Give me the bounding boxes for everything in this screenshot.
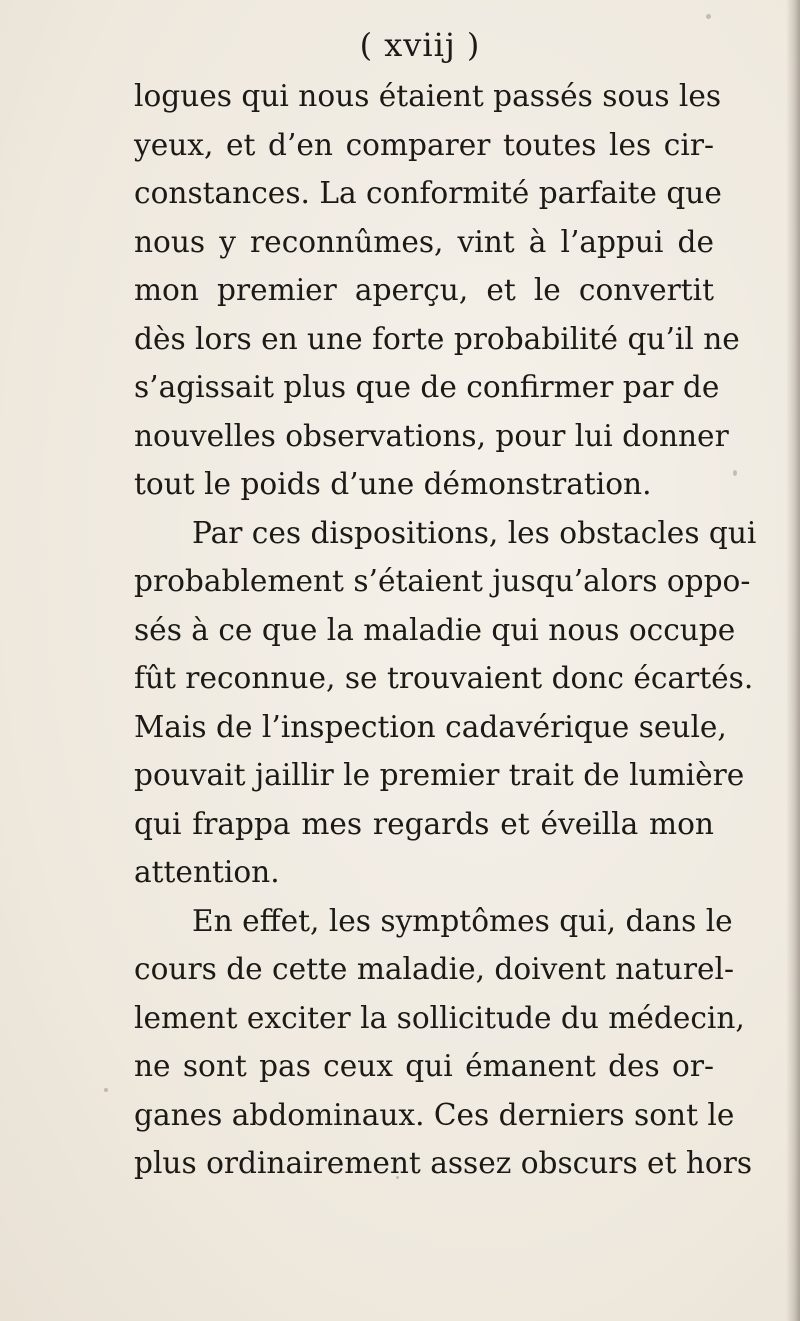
body-text — [134, 72, 757, 1188]
text-line: En effet, les symptômes qui, dans le — [192, 903, 733, 938]
text-line: tout le poids d’une démonstration. — [134, 467, 652, 501]
text-line: probablement s’étaient jusqu’alors oppo- — [134, 564, 751, 598]
text-line: nous y reconnûmes, vint à l’appui de — [134, 224, 714, 259]
paper-speck — [706, 14, 711, 19]
text-line: cours de cette maladie, doivent naturel- — [134, 952, 734, 986]
paper-speck — [396, 1176, 399, 1179]
page-number-header: ( xviij ) — [359, 26, 481, 64]
text-line: Par ces dispositions, les obstacles qui — [192, 515, 757, 550]
text-line: s’agissait plus que de confirmer par de — [134, 370, 720, 404]
text-line: constances. La conformité parfaite que — [134, 176, 722, 210]
text-line: qui frappa mes regards et éveilla mon — [134, 806, 714, 841]
text-line: yeux, et d’en comparer toutes les cir- — [134, 127, 714, 162]
text-line: logues qui nous étaient passés sous les — [134, 79, 722, 113]
text-line: fût reconnue, se trouvaient donc écartés. — [134, 661, 754, 695]
text-line: nouvelles observations, pour lui donner — [134, 418, 729, 453]
text-line: pouvait jaillir le premier trait de lumière — [134, 758, 745, 792]
text-line: ne sont pas ceux qui émanent des or- — [134, 1049, 714, 1083]
paper-speck — [733, 470, 737, 476]
text-line: plus ordinairement assez obscurs et hors — [134, 1146, 753, 1180]
paper-speck — [104, 1088, 108, 1092]
text-line: lement exciter la sollicitude du médecin, — [134, 1000, 745, 1035]
text-line: ganes abdominaux. Ces derniers sont le — [134, 1097, 735, 1132]
text-line: mon premier aperçu, et le convertit — [134, 273, 714, 307]
text-line: sés à ce que la maladie qui nous occupe — [134, 612, 736, 647]
text-line: dès lors en une forte probabilité qu’il ne — [134, 321, 740, 356]
text-line: Mais de l’inspection cadavérique seule, — [134, 709, 727, 744]
text-line: attention. — [134, 855, 280, 889]
page-edge-shadow — [786, 0, 800, 1321]
